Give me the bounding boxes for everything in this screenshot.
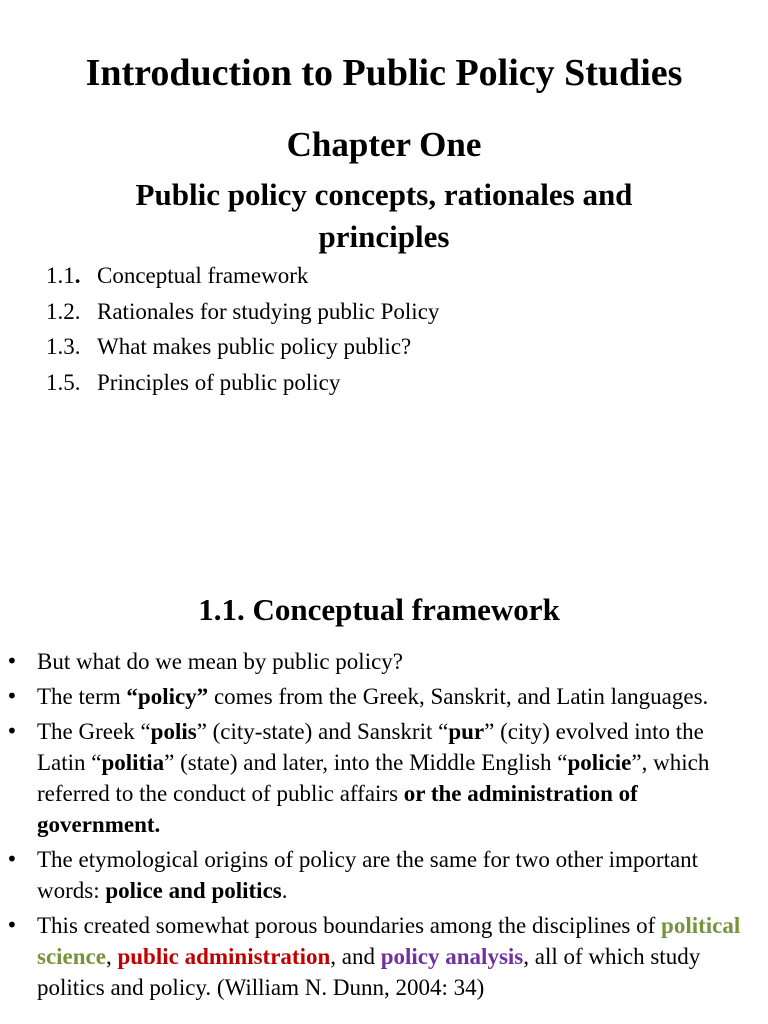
toc-number: 1.2. bbox=[46, 298, 81, 324]
toc-item bbox=[46, 296, 439, 332]
page-title: Introduction to Public Policy Studies bbox=[85, 52, 683, 94]
term-policy: “policy” bbox=[126, 684, 209, 709]
term-political-science: political science bbox=[37, 913, 741, 969]
toc-item bbox=[46, 331, 439, 367]
term-administration: or the administration of government. bbox=[37, 781, 638, 837]
toc-text: What makes public policy public? bbox=[97, 334, 412, 360]
term-policy-analysis: policy analysis bbox=[380, 944, 524, 969]
toc-item bbox=[46, 367, 439, 403]
chapter-subtitle: Public policy concepts, rationales and principles bbox=[135, 177, 633, 254]
term-politia: politia bbox=[101, 750, 165, 775]
term-police-politics: police and politics bbox=[105, 878, 282, 903]
term-polis: polis bbox=[150, 719, 197, 744]
toc-number: 1.5. bbox=[46, 370, 81, 396]
bullet-icon: • bbox=[6, 847, 18, 871]
term-policie: policie bbox=[567, 750, 632, 775]
bullet-icon: • bbox=[6, 913, 18, 937]
bullet-list bbox=[0, 646, 768, 1007]
toc-text: Rationales for studying public Policy bbox=[97, 298, 440, 324]
bullet-item: • The term “policy” comes from the Greek, Sanskrit, and Latin languages. bbox=[0, 681, 768, 712]
chapter-heading: Chapter One bbox=[286, 125, 482, 164]
toc-number: 1.1. bbox=[46, 263, 81, 288]
bullet-item bbox=[0, 646, 768, 677]
bullet-item: • This created somewhat porous boundaries among the disciplines of political science, public administration, and policy analysis, all of which study politics and policy. (William N. Dunn, 2004: 34) bbox=[0, 910, 768, 1003]
toc-number: 1.3. bbox=[46, 334, 81, 360]
bullet-text: But what do we mean by public policy? bbox=[37, 649, 404, 674]
toc-text: Conceptual framework bbox=[97, 263, 309, 288]
toc-item bbox=[46, 260, 439, 296]
conceptual-framework-slide bbox=[0, 560, 768, 1024]
bullet-icon: • bbox=[6, 719, 18, 743]
section-heading: 1.1. Conceptual framework bbox=[198, 592, 560, 627]
bullet-item: • The etymological origins of policy are the same for two other important words: police and politics. bbox=[0, 844, 768, 906]
table-of-contents bbox=[46, 260, 439, 403]
term-public-administration: public administration bbox=[117, 944, 331, 969]
term-pur: pur bbox=[448, 719, 485, 744]
bullet-icon: • bbox=[6, 684, 18, 708]
toc-text: Principles of public policy bbox=[97, 370, 341, 396]
bullet-icon: • bbox=[6, 649, 18, 673]
bullet-item: • The Greek “polis” (city-state) and Sanskrit “pur” (city) evolved into the Latin “politia” (state) and later, into the Middle English “policie”, which referred to the conduct of public affairs or the administration of government. bbox=[0, 716, 768, 840]
